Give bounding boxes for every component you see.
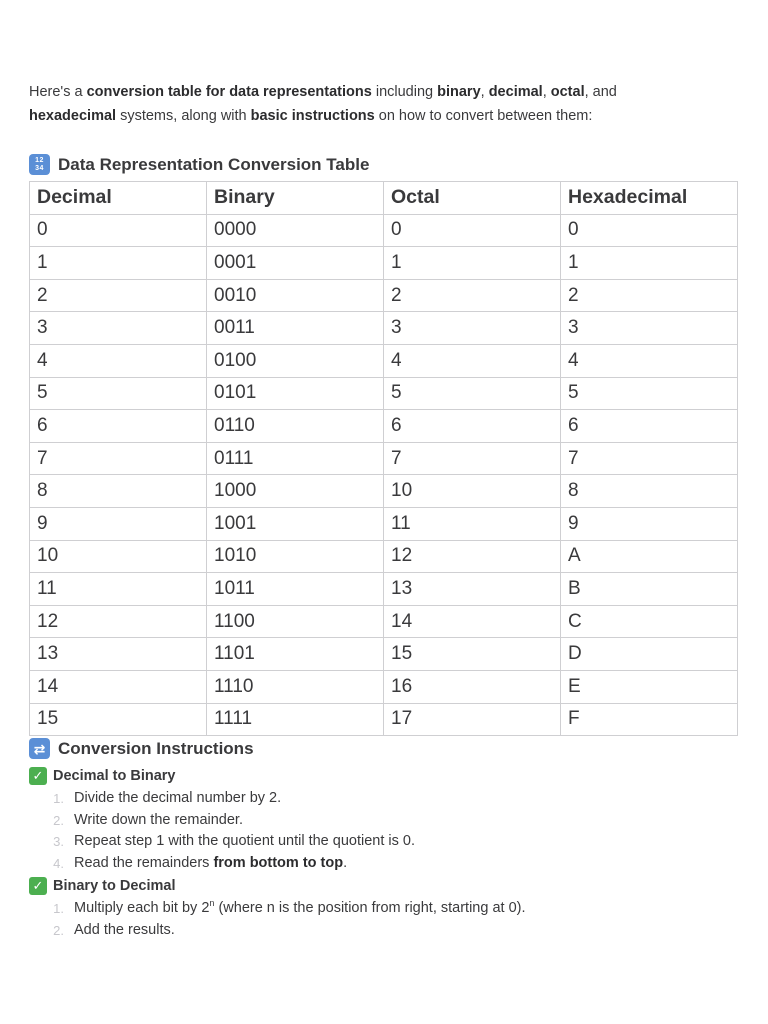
table-cell-hexadecimal: 5 bbox=[561, 377, 738, 410]
table-cell-octal: 4 bbox=[384, 344, 561, 377]
input-numbers-icon: 12 34 bbox=[29, 154, 50, 175]
conversion-table bbox=[29, 181, 738, 736]
table-cell-binary: 0010 bbox=[207, 279, 384, 312]
table-cell-decimal: 11 bbox=[30, 573, 207, 606]
list-text: Repeat step 1 with the quotient until the quotient is 0. bbox=[74, 833, 415, 850]
intro-text: including bbox=[371, 84, 438, 100]
list-item bbox=[29, 853, 739, 875]
table-cell-binary: 1001 bbox=[207, 507, 384, 540]
table-cell-octal: 14 bbox=[384, 605, 561, 638]
table-row bbox=[30, 344, 738, 377]
list-number: 1. bbox=[53, 901, 64, 917]
table-cell-octal: 7 bbox=[384, 442, 561, 475]
list-text: Divide the decimal number by 2. bbox=[74, 790, 282, 807]
table-title: Data Representation Conversion Table bbox=[58, 154, 370, 174]
decimal-to-binary-steps bbox=[29, 788, 739, 874]
table-cell-octal: 6 bbox=[384, 410, 561, 443]
table-cell-octal: 5 bbox=[384, 377, 561, 410]
table-cell-binary: 0101 bbox=[207, 377, 384, 410]
instructions-title: Conversion Instructions bbox=[58, 738, 254, 758]
table-cell-octal: 15 bbox=[384, 638, 561, 671]
list-text: Multiply each bit by 2$^n$ (where n is the position from right, starting at 0). bbox=[74, 898, 526, 917]
check-mark-icon: ✓ bbox=[29, 877, 47, 895]
table-row bbox=[30, 540, 738, 573]
table-cell-binary: 1100 bbox=[207, 605, 384, 638]
intro-text: on how to convert between them: bbox=[374, 108, 593, 124]
list-number: 3. bbox=[53, 834, 64, 850]
table-cell-decimal: 5 bbox=[30, 377, 207, 410]
table-cell-hexadecimal: 4 bbox=[561, 344, 738, 377]
table-cell-decimal: 2 bbox=[30, 279, 207, 312]
list-item bbox=[29, 788, 739, 810]
table-cell-binary: 0111 bbox=[207, 442, 384, 475]
table-cell-octal: 17 bbox=[384, 703, 561, 736]
table-cell-octal: 11 bbox=[384, 507, 561, 540]
intro-text: , bbox=[480, 84, 489, 100]
table-row bbox=[30, 703, 738, 736]
table-row bbox=[30, 638, 738, 671]
table-row bbox=[30, 670, 738, 703]
list-item bbox=[29, 831, 739, 853]
table-cell-octal: 1 bbox=[384, 247, 561, 280]
intro-paragraph bbox=[29, 80, 739, 128]
table-cell-hexadecimal: 9 bbox=[561, 507, 738, 540]
column-header-hexadecimal: Hexadecimal bbox=[561, 182, 738, 215]
table-cell-hexadecimal: A bbox=[561, 540, 738, 573]
table-row bbox=[30, 475, 738, 508]
table-cell-binary: 1011 bbox=[207, 573, 384, 606]
table-cell-hexadecimal: 6 bbox=[561, 410, 738, 443]
table-cell-decimal: 6 bbox=[30, 410, 207, 443]
table-cell-hexadecimal: 3 bbox=[561, 312, 738, 345]
table-cell-hexadecimal: 8 bbox=[561, 475, 738, 508]
column-header-octal: Octal bbox=[384, 182, 561, 215]
table-cell-octal: 16 bbox=[384, 670, 561, 703]
table-cell-hexadecimal: B bbox=[561, 573, 738, 606]
table-cell-decimal: 14 bbox=[30, 670, 207, 703]
table-cell-octal: 13 bbox=[384, 573, 561, 606]
table-cell-binary: 1110 bbox=[207, 670, 384, 703]
intro-bold: conversion table for data representations bbox=[86, 84, 372, 100]
intro-bold: decimal bbox=[488, 84, 543, 100]
table-cell-decimal: 4 bbox=[30, 344, 207, 377]
table-row bbox=[30, 377, 738, 410]
table-row bbox=[30, 573, 738, 606]
repeat-icon: ⇄ bbox=[29, 738, 50, 759]
table-header-row bbox=[30, 182, 738, 215]
column-header-binary: Binary bbox=[207, 182, 384, 215]
list-item bbox=[29, 810, 739, 832]
list-item bbox=[29, 898, 739, 920]
table-cell-hexadecimal: 2 bbox=[561, 279, 738, 312]
table-heading bbox=[29, 154, 739, 175]
intro-bold: hexadecimal bbox=[29, 108, 117, 124]
binary-to-decimal-heading bbox=[29, 877, 739, 895]
list-text: Write down the remainder. bbox=[74, 811, 243, 828]
subsection-title: Binary to Decimal bbox=[53, 878, 176, 895]
binary-to-decimal-steps bbox=[29, 898, 739, 941]
table-cell-hexadecimal: C bbox=[561, 605, 738, 638]
table-cell-decimal: 15 bbox=[30, 703, 207, 736]
table-cell-binary: 0011 bbox=[207, 312, 384, 345]
table-cell-binary: 1111 bbox=[207, 703, 384, 736]
intro-bold: binary bbox=[437, 84, 481, 100]
check-mark-icon: ✓ bbox=[29, 767, 47, 785]
table-cell-binary: 1101 bbox=[207, 638, 384, 671]
table-cell-hexadecimal: 7 bbox=[561, 442, 738, 475]
table-cell-decimal: 9 bbox=[30, 507, 207, 540]
table-cell-binary: 1010 bbox=[207, 540, 384, 573]
table-row bbox=[30, 605, 738, 638]
list-number: 1. bbox=[53, 791, 64, 807]
subsection-title: Decimal to Binary bbox=[53, 768, 176, 785]
table-cell-octal: 2 bbox=[384, 279, 561, 312]
table-cell-decimal: 3 bbox=[30, 312, 207, 345]
table-row bbox=[30, 507, 738, 540]
list-number: 2. bbox=[53, 922, 64, 938]
table-cell-hexadecimal: 1 bbox=[561, 247, 738, 280]
table-cell-hexadecimal: 0 bbox=[561, 214, 738, 247]
table-cell-binary: 0000 bbox=[207, 214, 384, 247]
table-cell-octal: 12 bbox=[384, 540, 561, 573]
intro-bold: octal bbox=[550, 84, 585, 100]
intro-text: Here's a bbox=[29, 84, 87, 100]
table-cell-hexadecimal: F bbox=[561, 703, 738, 736]
list-text: Add the results. bbox=[74, 921, 175, 938]
table-cell-decimal: 13 bbox=[30, 638, 207, 671]
list-item bbox=[29, 920, 739, 942]
intro-text: systems, along with bbox=[116, 108, 251, 124]
table-cell-decimal: 8 bbox=[30, 475, 207, 508]
table-row bbox=[30, 214, 738, 247]
table-cell-octal: 10 bbox=[384, 475, 561, 508]
table-cell-decimal: 7 bbox=[30, 442, 207, 475]
table-cell-hexadecimal: D bbox=[561, 638, 738, 671]
intro-bold: basic instructions bbox=[250, 108, 375, 124]
table-cell-hexadecimal: E bbox=[561, 670, 738, 703]
table-row bbox=[30, 442, 738, 475]
table-row bbox=[30, 312, 738, 345]
list-number: 4. bbox=[53, 855, 64, 871]
list-number: 2. bbox=[53, 812, 64, 828]
table-row bbox=[30, 279, 738, 312]
table-row bbox=[30, 410, 738, 443]
intro-text: , and bbox=[584, 84, 617, 100]
table-cell-decimal: 1 bbox=[30, 247, 207, 280]
instructions-heading bbox=[29, 738, 739, 759]
list-text: Read the remainders from bottom to top. bbox=[74, 854, 348, 871]
table-cell-binary: 1000 bbox=[207, 475, 384, 508]
table-cell-octal: 0 bbox=[384, 214, 561, 247]
table-cell-decimal: 10 bbox=[30, 540, 207, 573]
table-cell-binary: 0001 bbox=[207, 247, 384, 280]
response-content bbox=[29, 80, 739, 941]
table-cell-binary: 0110 bbox=[207, 410, 384, 443]
column-header-decimal: Decimal bbox=[30, 182, 207, 215]
intro-text: , bbox=[542, 84, 551, 100]
table-cell-decimal: 12 bbox=[30, 605, 207, 638]
table-cell-octal: 3 bbox=[384, 312, 561, 345]
decimal-to-binary-heading bbox=[29, 767, 739, 785]
table-cell-decimal: 0 bbox=[30, 214, 207, 247]
table-row bbox=[30, 247, 738, 280]
table-cell-binary: 0100 bbox=[207, 344, 384, 377]
